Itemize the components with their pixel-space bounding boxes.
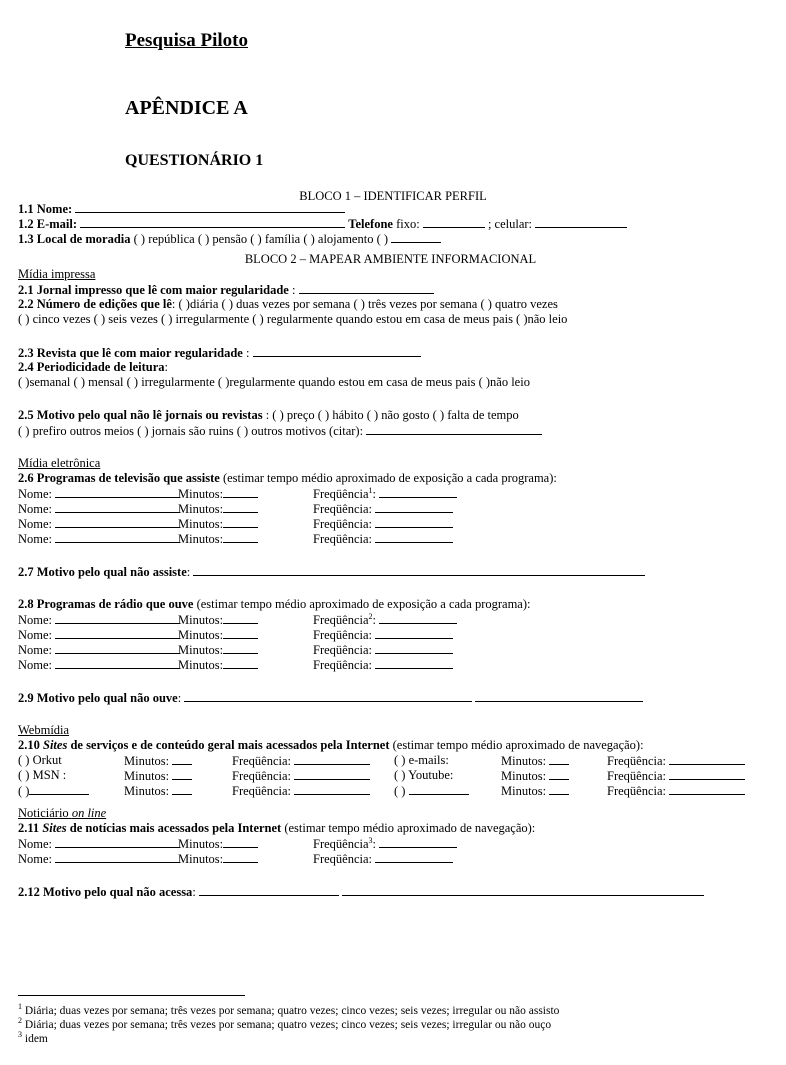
minutes-field[interactable]	[172, 753, 192, 765]
webmidia-heading: Webmídia	[18, 723, 70, 737]
online-label: on line	[71, 806, 107, 820]
q2-2-options-b[interactable]: ( ) cinco vezes ( ) seis vezes ( ) irregularmente ( ) regularmente quando estou em casa de meus pais ( )não leio	[18, 312, 568, 326]
frequencia-label: Freqüência	[313, 613, 369, 627]
minutos-label: Minutos:	[178, 613, 224, 627]
frequencia-label: Freqüência:	[313, 628, 373, 642]
radio-row	[18, 657, 778, 672]
footnote-text: idem	[24, 1033, 48, 1045]
nome-label: Nome:	[18, 532, 53, 546]
frequency-field[interactable]	[294, 768, 370, 780]
radio-frequency-field[interactable]	[379, 612, 457, 624]
q2-12-line	[18, 884, 778, 899]
other-option[interactable]: ( )	[394, 784, 406, 798]
q2-11-note: (estimar tempo médio aproximado de navegação):	[284, 821, 536, 835]
tv-minutes-field[interactable]	[223, 486, 258, 498]
q2-1-line	[18, 282, 778, 297]
minutes-field[interactable]	[549, 753, 569, 765]
bloco2-title: BLOCO 2 – MAPEAR AMBIENTE INFORMACIONAL	[244, 252, 537, 266]
minutos-label: Minutos:	[178, 852, 224, 866]
q2-12-colon: :	[192, 885, 196, 899]
tv-minutes-field[interactable]	[223, 516, 258, 528]
minutes-field[interactable]	[172, 783, 192, 795]
magazine-field[interactable]	[253, 345, 421, 357]
footnote-marker: 3	[18, 1030, 22, 1040]
q1-1-line	[18, 201, 778, 216]
form-content	[18, 201, 778, 899]
footnote-marker: 1	[18, 1002, 22, 1012]
radio-frequency-field[interactable]	[375, 642, 453, 654]
q2-9-colon: :	[177, 691, 182, 705]
q2-10-num: 2.10	[18, 738, 40, 752]
q2-7-colon: :	[186, 565, 191, 579]
footnote-ref-2: 2	[368, 611, 373, 621]
news-name-field[interactable]	[55, 836, 180, 848]
footnote-text: Diária; duas vezes por semana; três vezes por semana; quatro vezes; cinco vezes; seis vezes; irregular ou não assisto	[24, 1005, 560, 1017]
no-radio-reason-field-2[interactable]	[475, 690, 643, 702]
news-site-row	[18, 836, 778, 851]
minutos-label: Minutos:	[178, 628, 224, 642]
colon: :	[372, 837, 377, 851]
colon: :	[372, 613, 377, 627]
q2-11-line	[18, 821, 778, 836]
frequencia-label: Freqüência	[313, 837, 369, 851]
other-site-field[interactable]	[29, 783, 89, 795]
minutes-field[interactable]	[172, 768, 192, 780]
minutes-field[interactable]	[549, 783, 569, 795]
tv-name-field[interactable]	[55, 486, 180, 498]
minutos-label: Minutos:	[124, 769, 170, 783]
midia-eletronica-heading: Mídia eletrônica	[18, 456, 101, 470]
frequencia-label: Freqüência	[313, 487, 369, 501]
footnote-text: Diária; duas vezes por semana; três vezes por semana; quatro vezes; cinco vezes; seis vezes; irregular ou não ouço	[24, 1019, 552, 1031]
q2-6-label: 2.6 Programas de televisão que assiste	[18, 471, 220, 485]
q1-3-options[interactable]: ( ) república ( ) pensão ( ) família ( ) alojamento ( )	[133, 232, 389, 246]
site-row	[18, 753, 778, 768]
q2-3-line	[18, 345, 778, 360]
mobile-field[interactable]	[535, 216, 627, 228]
q1-1-label: 1.1 Nome:	[18, 202, 73, 216]
q2-6-note: (estimar tempo médio aproximado de exposição a cada programa):	[222, 471, 557, 485]
news-minutes-field[interactable]	[223, 836, 258, 848]
frequencia-label: Freqüência:	[607, 754, 667, 768]
q2-4-line	[18, 360, 778, 375]
nome-label: Nome:	[18, 628, 53, 642]
radio-row	[18, 627, 778, 642]
news-frequency-field[interactable]	[375, 851, 453, 863]
radio-frequency-field[interactable]	[375, 627, 453, 639]
radio-minutes-field[interactable]	[223, 657, 258, 669]
q2-8-line	[18, 597, 778, 612]
tv-frequency-field[interactable]	[375, 501, 453, 513]
appendix-heading: APÊNDICE A	[125, 97, 248, 119]
minutes-field[interactable]	[549, 768, 569, 780]
questionnaire-heading: QUESTIONÁRIO 1	[125, 152, 264, 169]
other-option[interactable]: ( )	[18, 784, 30, 798]
q2-9-label: 2.9 Motivo pelo qual não ouve	[18, 691, 178, 705]
minutos-label: Minutos:	[178, 837, 224, 851]
site-row	[18, 768, 778, 783]
emails-option[interactable]: ( ) e-mails:	[394, 753, 449, 767]
q2-5-line-b	[18, 423, 778, 438]
radio-name-field[interactable]	[55, 642, 180, 654]
minutos-label: Minutos:	[178, 643, 224, 657]
q2-3-colon: :	[246, 346, 250, 360]
radio-row	[18, 612, 778, 627]
frequency-field[interactable]	[669, 783, 745, 795]
q2-12-label: 2.12 Motivo pelo qual não acessa	[18, 885, 193, 899]
footnote-marker: 2	[18, 1016, 22, 1026]
minutos-label: Minutos:	[178, 502, 224, 516]
q2-2-options-a[interactable]: : ( )diária ( ) duas vezes por semana ( ) três vezes por semana ( ) quatro vezes	[171, 297, 558, 311]
tv-frequency-field[interactable]	[379, 486, 457, 498]
other-reasons-field[interactable]	[366, 423, 542, 435]
minutos-label: Minutos:	[501, 754, 547, 768]
q2-10-sites: Sites	[43, 738, 68, 752]
residence-other-field[interactable]	[391, 231, 441, 243]
minutos-label: Minutos:	[501, 784, 547, 798]
footnote-ref-1: 1	[368, 485, 373, 495]
midia-impressa-heading: Mídia impressa	[18, 267, 96, 281]
radio-name-field[interactable]	[55, 657, 180, 669]
email-field[interactable]	[80, 216, 345, 228]
no-radio-reason-field[interactable]	[184, 690, 472, 702]
radio-name-field[interactable]	[55, 612, 180, 624]
noticiario-heading	[18, 806, 778, 821]
frequency-field[interactable]	[294, 753, 370, 765]
q2-11-sites: Sites	[42, 821, 67, 835]
q2-1-label: 2.1 Jornal impresso que lê com maior regularidade	[18, 283, 289, 297]
tv-minutes-field[interactable]	[223, 501, 258, 513]
msn-option[interactable]: ( ) MSN :	[18, 768, 67, 782]
name-field[interactable]	[75, 201, 345, 213]
q2-2-line	[18, 297, 778, 312]
frequencia-label: Freqüência:	[313, 643, 373, 657]
frequencia-label: Freqüência:	[232, 784, 292, 798]
q1-3-line	[18, 231, 778, 246]
nome-label: Nome:	[18, 837, 53, 851]
q2-7-label: 2.7 Motivo pelo qual não assiste	[18, 565, 187, 579]
frequencia-label: Freqüência:	[232, 754, 292, 768]
minutos-label: Minutos:	[124, 754, 170, 768]
nome-label: Nome:	[18, 613, 53, 627]
radio-minutes-field[interactable]	[223, 612, 258, 624]
minutos-label: Minutos:	[124, 784, 170, 798]
q2-6-line	[18, 471, 778, 486]
minutos-label: Minutos:	[501, 769, 547, 783]
minutos-label: Minutos:	[178, 517, 224, 531]
minutos-label: Minutos:	[178, 658, 224, 672]
frequencia-label: Freqüência:	[313, 852, 373, 866]
noticiario-label: Noticiário	[18, 806, 69, 820]
tv-row	[18, 486, 778, 501]
frequencia-label: Freqüência:	[313, 658, 373, 672]
celular-label: ; celular:	[487, 217, 533, 231]
minutos-label: Minutos:	[178, 487, 224, 501]
frequencia-label: Freqüência:	[313, 532, 373, 546]
newspaper-field[interactable]	[299, 282, 434, 294]
q2-5-line	[18, 408, 778, 423]
q2-7-line	[18, 564, 778, 579]
footnotes	[18, 1004, 559, 1046]
q2-5-label: 2.5 Motivo pelo qual não lê jornais ou revistas	[18, 408, 263, 422]
q2-4-options[interactable]: ( )semanal ( ) mensal ( ) irregularmente ( )regularmente quando estou em casa de meus pais ( )não leio	[18, 375, 530, 389]
nome-label: Nome:	[18, 643, 53, 657]
q2-9-line	[18, 690, 778, 705]
fixo-label: fixo:	[396, 217, 420, 231]
frequencia-label: Freqüência:	[607, 769, 667, 783]
tv-row	[18, 516, 778, 531]
no-access-reason-field[interactable]	[199, 884, 339, 896]
q2-1-colon: :	[291, 283, 296, 297]
tv-frequency-field[interactable]	[375, 531, 453, 543]
radio-row	[18, 642, 778, 657]
nome-label: Nome:	[18, 852, 53, 866]
q2-5-options-b[interactable]: ( ) prefiro outros meios ( ) jornais são ruins ( ) outros motivos (citar):	[18, 424, 364, 438]
q1-3-label: 1.3 Local de moradia	[18, 232, 131, 246]
bloco1-title: BLOCO 1 – IDENTIFICAR PERFIL	[299, 189, 487, 203]
tv-row	[18, 531, 778, 546]
frequency-field[interactable]	[669, 768, 745, 780]
news-frequency-field[interactable]	[379, 836, 457, 848]
other-site-field[interactable]	[409, 783, 469, 795]
q2-4-label: 2.4 Periodicidade de leitura	[18, 360, 165, 374]
tv-row	[18, 501, 778, 516]
radio-minutes-field[interactable]	[223, 642, 258, 654]
footnote-ref-3: 3	[368, 835, 373, 845]
frequencia-label: Freqüência:	[313, 502, 373, 516]
news-name-field[interactable]	[55, 851, 180, 863]
radio-name-field[interactable]	[55, 627, 180, 639]
q2-8-label: 2.8 Programas de rádio que ouve	[18, 597, 194, 611]
tv-name-field[interactable]	[55, 501, 180, 513]
nome-label: Nome:	[18, 502, 53, 516]
minutos-label: Minutos:	[178, 532, 224, 546]
footnote-2	[18, 1018, 559, 1032]
tv-minutes-field[interactable]	[223, 531, 258, 543]
radio-frequency-field[interactable]	[375, 657, 453, 669]
q2-11-num: 2.11	[18, 821, 40, 835]
youtube-option[interactable]: ( ) Youtube:	[394, 768, 454, 782]
q2-4-colon: :	[164, 360, 168, 374]
q1-2-label: 1.2 E-mail:	[18, 217, 78, 231]
tv-frequency-field[interactable]	[375, 516, 453, 528]
site-row	[18, 783, 778, 798]
q2-10-label: de serviços e de conteúdo geral mais acessados pela Internet	[70, 738, 390, 752]
no-access-reason-field-2[interactable]	[342, 884, 704, 896]
page-title: Pesquisa Piloto	[125, 30, 248, 51]
tv-name-field[interactable]	[55, 516, 180, 528]
footnote-3	[18, 1032, 559, 1046]
q2-2-label: 2.2 Número de edições que lê	[18, 297, 172, 311]
footnote-divider	[18, 995, 245, 996]
nome-label: Nome:	[18, 517, 53, 531]
q2-10-line	[18, 738, 778, 753]
q2-8-note: (estimar tempo médio aproximado de exposição a cada programa):	[196, 597, 531, 611]
radio-minutes-field[interactable]	[223, 627, 258, 639]
frequencia-label: Freqüência:	[313, 517, 373, 531]
telefone-label: Telefone	[348, 217, 393, 231]
frequency-field[interactable]	[669, 753, 745, 765]
q1-2-line	[18, 216, 778, 231]
footnote-1	[18, 1004, 559, 1018]
no-tv-reason-field[interactable]	[193, 564, 645, 576]
landline-field[interactable]	[423, 216, 485, 228]
q2-5-options-a[interactable]: : ( ) preço ( ) hábito ( ) não gosto ( ) falta de tempo	[265, 408, 519, 422]
frequencia-label: Freqüência:	[607, 784, 667, 798]
frequencia-label: Freqüência:	[232, 769, 292, 783]
orkut-option[interactable]: ( ) Orkut	[18, 753, 62, 767]
q2-10-note: (estimar tempo médio aproximado de navegação):	[392, 738, 644, 752]
news-minutes-field[interactable]	[223, 851, 258, 863]
news-site-row	[18, 851, 778, 866]
nome-label: Nome:	[18, 487, 53, 501]
nome-label: Nome:	[18, 658, 53, 672]
q2-3-label: 2.3 Revista que lê com maior regularidade	[18, 346, 243, 360]
tv-name-field[interactable]	[55, 531, 180, 543]
q2-11-label: de notícias mais acessados pela Internet	[69, 821, 282, 835]
colon: :	[372, 487, 377, 501]
frequency-field[interactable]	[294, 783, 370, 795]
